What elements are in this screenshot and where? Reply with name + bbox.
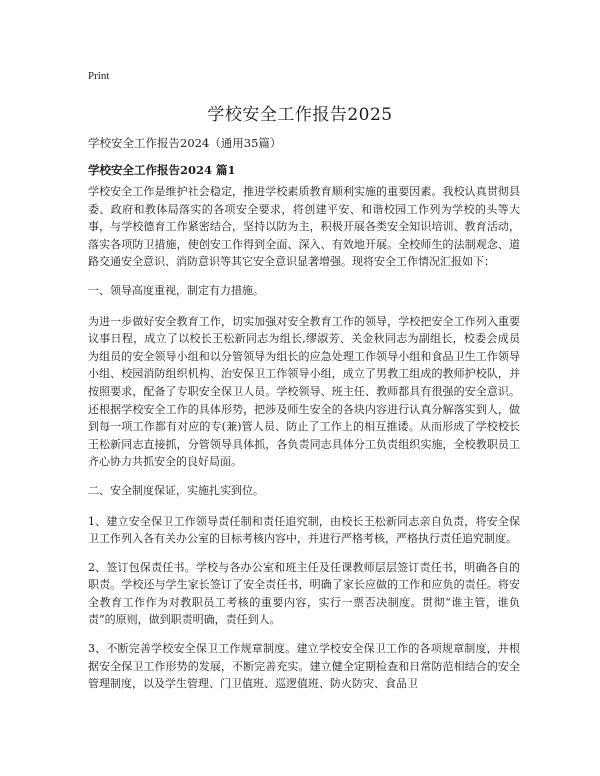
paragraph-heading-2: 二、安全制度保证，实施扎实到位。	[88, 483, 264, 497]
paragraph-heading-1: 一、领导高度重视，制定有力措施。	[88, 283, 264, 297]
paragraph-leadership: 为进一步做好安全教育工作，切实加强对安全教育工作的领导，学校把安全工作列入重要议事日程，成立了以校长王松新同志为组长,缪淑芳、关金秋同志为副组长，校委会成员为组员的安全领导小组和以分管领导为组长的应急处理工作领导小组和食品卫生工作领导小组、校园消防组织机构、治安保卫工作领导小组，成立了男教工组成的教师护校队，并按照要求，配备了专职安全保卫人员。学校领导、班主任、教师都具有很强的安全意识。还根据学校安全工作的具体形势，把涉及师生安全的各块内容进行认真分解落实到人，做到每一项工作都有对应的专(兼)管人员、防止了工作上的相互推诿。从而形成了学校校长王松新同志直接抓，分管领导具体抓，各负责同志具体分工负责组织实施，全校教职员工齐心协力共抓安全的良好局面。	[88, 314, 520, 469]
document-body	[88, 183, 520, 704]
document-title: 学校安全工作报告2025	[207, 105, 393, 125]
document-subtitle: 学校安全工作报告2024（通用35篇）	[88, 136, 282, 150]
paragraph-intro: 学校安全工作是维护社会稳定，推进学校素质教育顺利实施的重要因素。我校认真贯彻县委、政府和教体局落实的各项安全要求，将创建平安、和谐校园工作列为学校的头等大事，与学校德育工作紧密结合，坚持以防为主，积极开展各类安全知识培训、教育活动，落实各项防卫措施，使创安工作得到全面、深入、有效地开展。全校师生的法制观念、道路交通安全意识、消防意识等其它安全意识显著增强。现将安全工作情况汇报如下：	[88, 185, 520, 269]
paragraph-item-1: 1、建立安全保卫工作领导责任制和责任追究制，由校长王松新同志亲自负责，将安全保卫工作列入各有关办公室的目标考核内容中，并进行严格考核，严格执行责任追究制度。	[88, 514, 520, 546]
paragraph-item-3: 3、不断完善学校安全保卫工作规章制度。建立学校安全保卫工作的各项规章制度，并根据安全保卫工作形势的发展，不断完善充实。建立健全定期检查和日常防范相结合的安全管理制度，以及学生管理、门卫值班、巡逻值班、防火防灾、食品卫	[88, 642, 520, 691]
print-link[interactable]: Print	[88, 70, 110, 82]
section-heading: 学校安全工作报告2024 篇1	[88, 163, 236, 177]
paragraph-item-2: 2、签订包保责任书。学校与各办公室和班主任及任课教师层层签订责任书，明确各自的职责。学校还与学生家长签订了安全责任书，明确了家长应做的工作和应负的责任。将安全教育工作作为对教职员工考核的重要内容，实行一票否决制度。贯彻“谁主管，谁负责”的原则，做到职责明确，责任到人。	[88, 560, 520, 627]
